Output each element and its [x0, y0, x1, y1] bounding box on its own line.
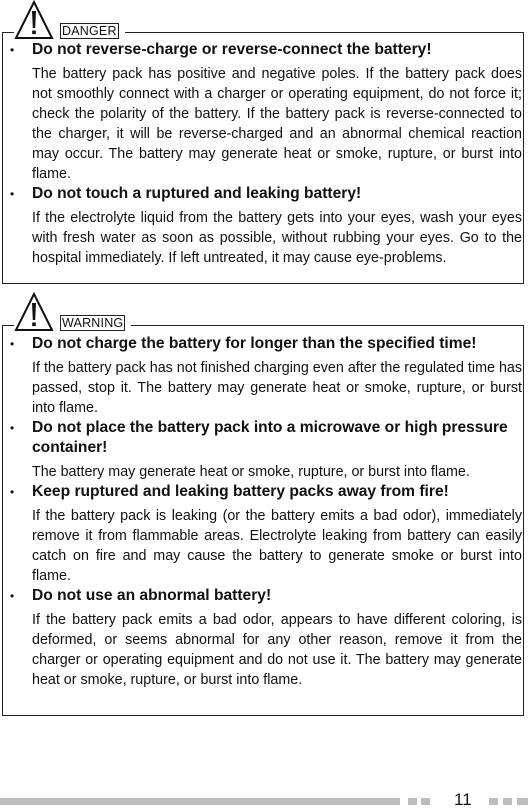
warning-list [10, 334, 522, 690]
danger-list [10, 40, 522, 268]
item-body: If the battery pack has not finished charging even after the regulated time has passed, stop it. The battery may generate heat or smoke, rupture, or burst into flame. [32, 360, 522, 416]
item-title: Do not charge the battery for longer than the specified time! [32, 335, 477, 352]
bullet: • [10, 187, 15, 201]
item-body: If the battery pack is leaking (or the battery emits a bad odor), immediately remove it from flammable areas. Electrolyte leaking from battery can easily catch on fire and may cause the battery to generate smoke or burst into flame. [32, 508, 522, 584]
footer-square [421, 798, 430, 805]
danger-header [14, 0, 125, 40]
item-title: Do not reverse-charge or reverse-connect the battery! [32, 41, 432, 58]
list-item [10, 418, 522, 482]
item-body: If the battery pack emits a bad odor, appears to have different coloring, is deformed, or seems abnormal for any other reason, remove it from the charger or operating equipment and do not use it. The battery may generate heat or smoke, rupture, or burst into flame. [32, 612, 522, 688]
item-body: The battery pack has positive and negative poles. If the battery pack does not smoothly connect with a charger or operating equipment, do not force it; check the polarity of the battery. If the battery pack is reverse-connected to the charger, it will be reverse-charged and an abnormal chemical reaction may occur. The battery may generate heat or smoke, rupture, or burst into flame. [32, 66, 522, 182]
item-title: Do not place the battery pack into a microwave or high pressure container! [32, 419, 508, 456]
list-item [10, 482, 522, 586]
item-title: Keep ruptured and leaking battery packs away from fire! [32, 483, 449, 500]
bullet: • [10, 485, 15, 499]
bullet: • [10, 421, 15, 435]
warning-triangle-icon [14, 0, 54, 40]
list-item [10, 586, 522, 690]
page-number: 11 [454, 790, 472, 809]
list-item [10, 40, 522, 184]
bullet: • [10, 43, 15, 57]
footer-square [408, 798, 417, 805]
bullet: • [10, 589, 15, 603]
item-body: If the electrolyte liquid from the battery gets into your eyes, wash your eyes with fresh water as soon as possible, without rubbing your eyes. Go to the hospital immediately. If left untreated, it may cause eye-problems. [32, 210, 522, 266]
item-title: Do not use an abnormal battery! [32, 587, 272, 604]
warning-triangle-icon [14, 292, 54, 332]
list-item [10, 184, 522, 268]
danger-label: DANGER [62, 24, 117, 38]
item-body: The battery may generate heat or smoke, rupture, or burst into flame. [32, 464, 470, 480]
footer-square [503, 798, 512, 805]
warning-header [14, 292, 131, 332]
footer-square [489, 798, 498, 805]
footer-bar [0, 798, 400, 805]
item-title: Do not touch a ruptured and leaking battery! [32, 185, 362, 202]
footer-square [517, 798, 528, 805]
list-item [10, 334, 522, 418]
warning-label: WARNING [62, 316, 124, 330]
bullet: • [10, 337, 15, 351]
